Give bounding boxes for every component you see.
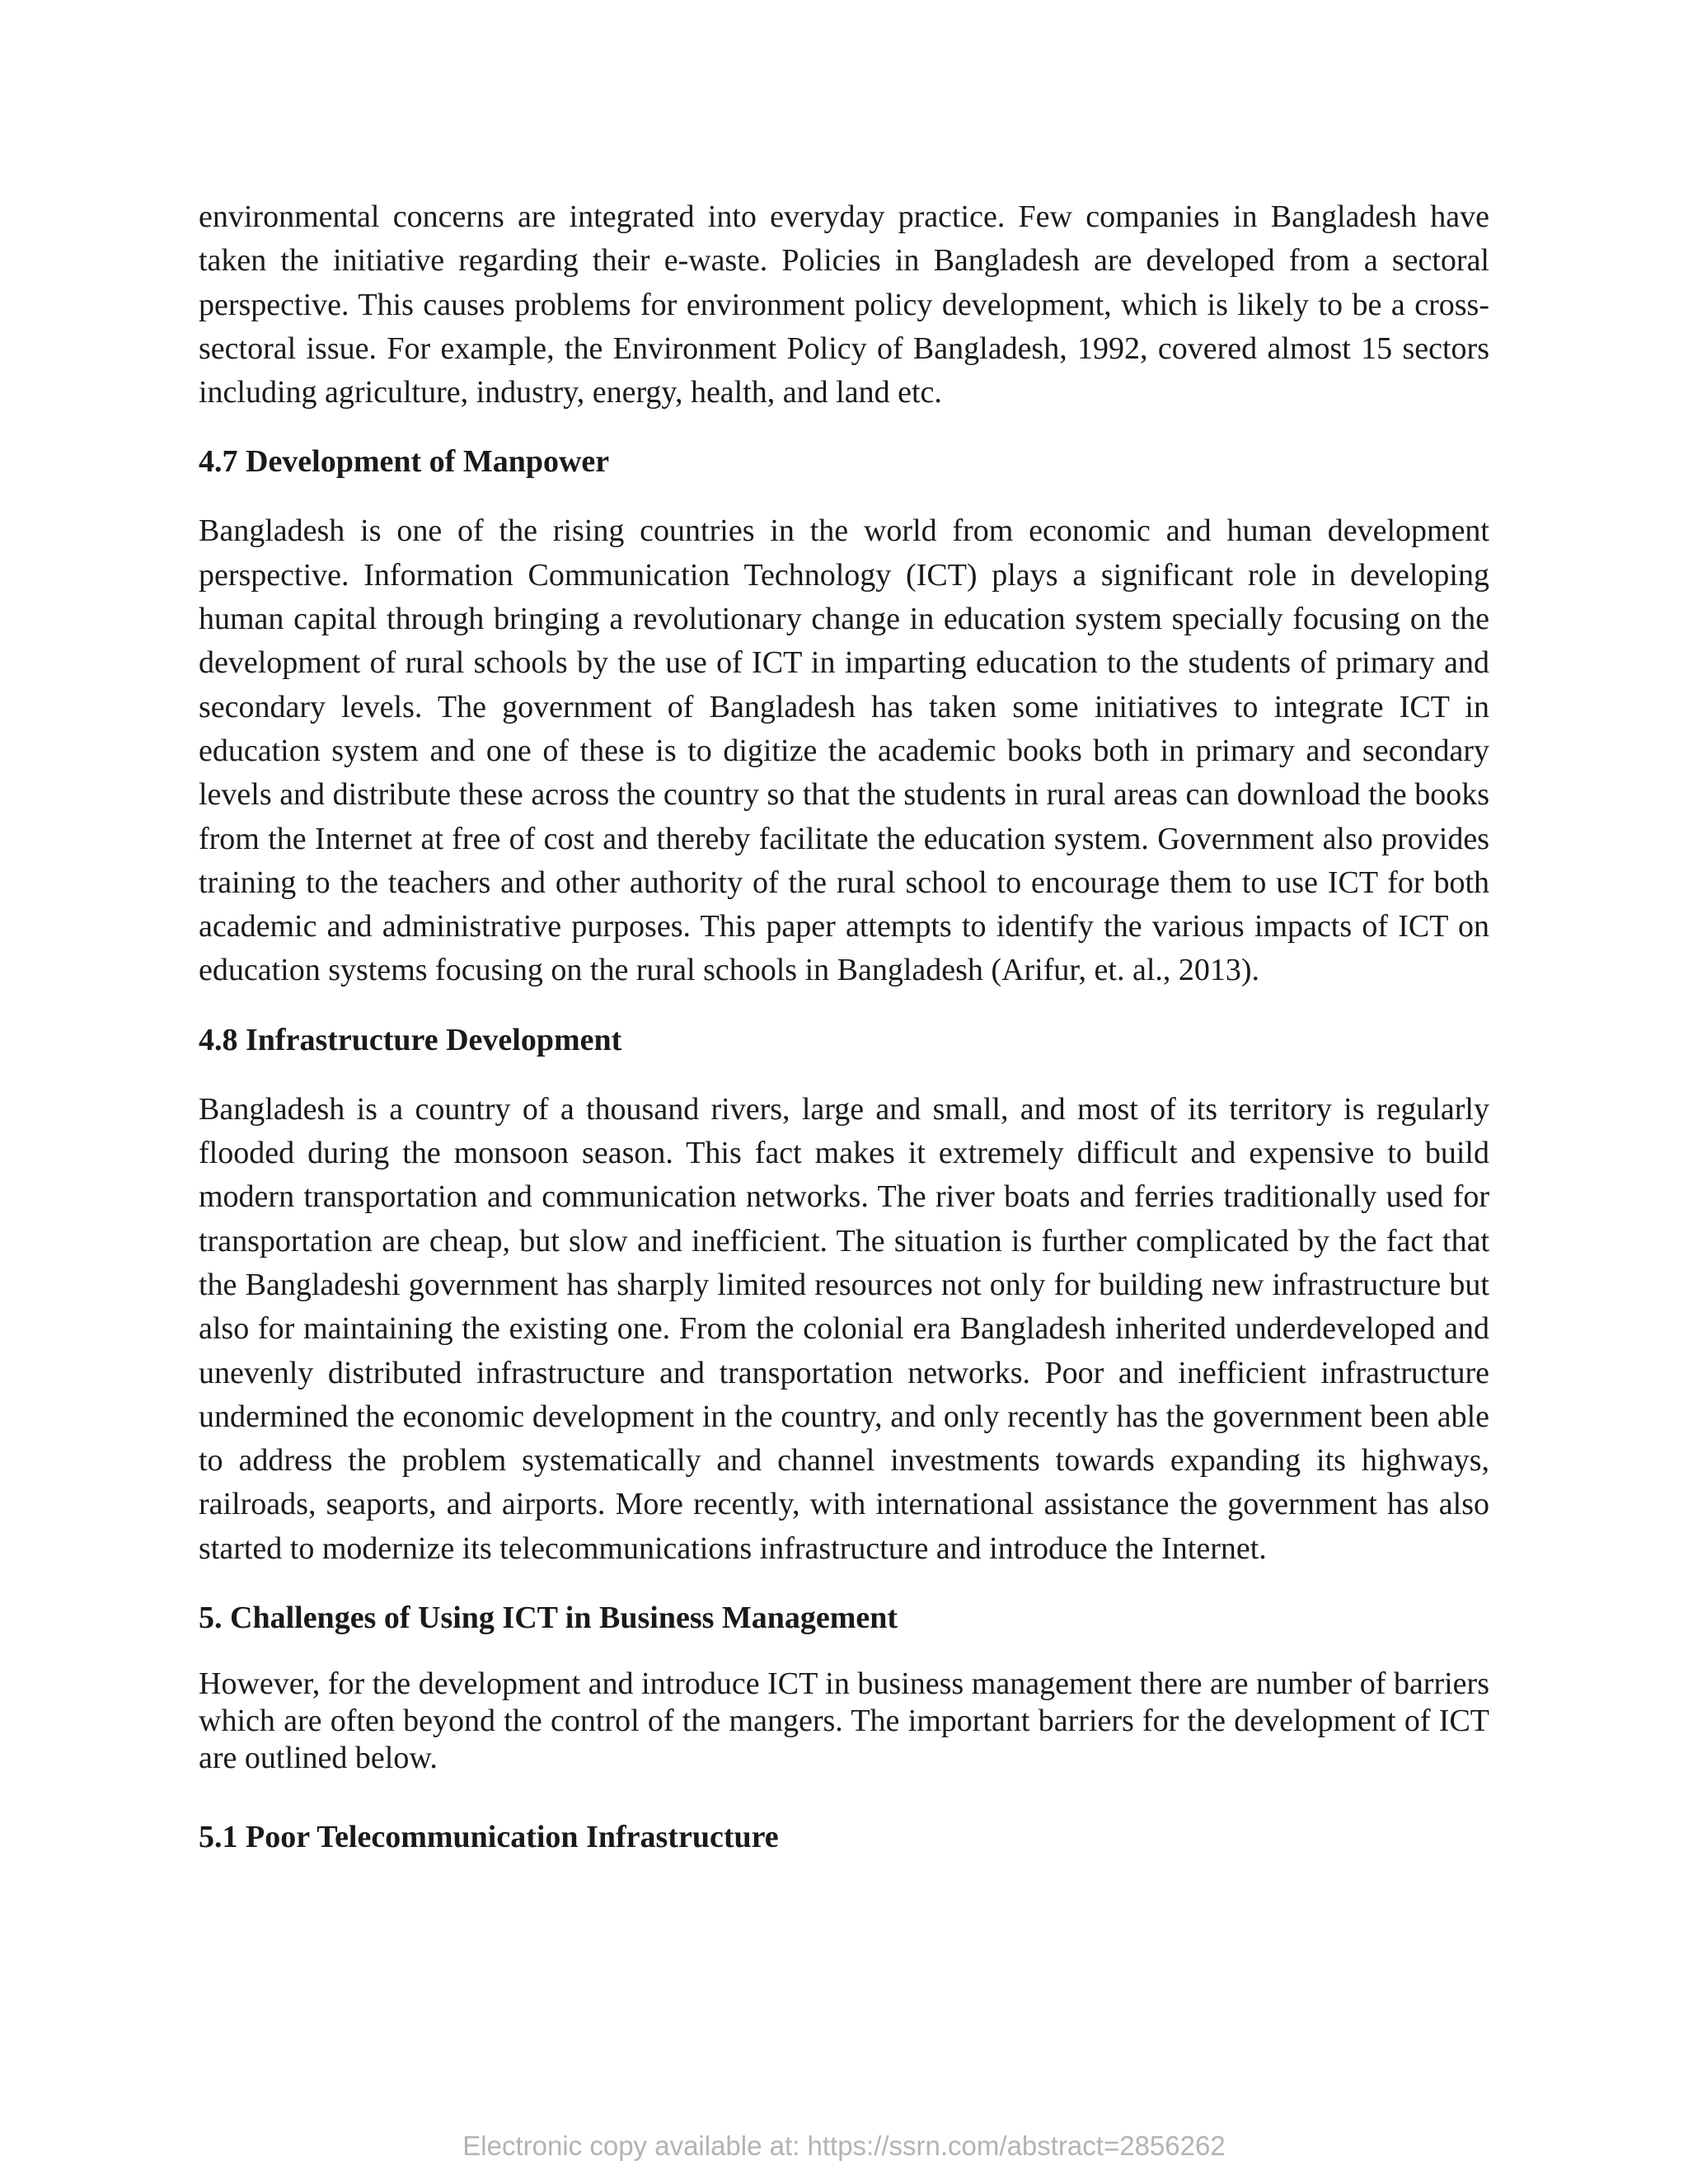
ssrn-footer-link[interactable]: Electronic copy available at: https://ssrn.com/abstract=2856262 <box>462 2130 1226 2161</box>
section-4-8-heading: 4.8 Infrastructure Development <box>199 1022 622 1057</box>
section-5-1-heading: 5.1 Poor Telecommunication Infrastructure <box>199 1820 779 1855</box>
section-4-8-paragraph: Bangladesh is a country of a thousand rivers, large and small, and most of its territory is regularly flooded during the monsoon season. This fact makes it extremely difficult and expensive to build modern transportation and communication networks. The river boats and ferries traditionally used for transportation are cheap, but slow and inefficient. The situation is further complicated by the fact that the Bangladeshi government has sharply limited resources not only for building new infrastructure but also for maintaining the existing one. From the colonial era Bangladesh inherited underdeveloped and unevenly distributed infrastructure and transportation networks. Poor and inefficient infrastructure undermined the economic development in the country, and only recently has the government been able to address the problem systematically and channel investments towards expanding its highways, railroads, seaports, and airports. More recently, with international assistance the government has also started to modernize its telecommunications infrastructure and introduce the Internet. <box>199 1091 1489 1566</box>
document-page <box>199 195 1489 1859</box>
section-4-7-heading: 4.7 Development of Manpower <box>199 444 610 480</box>
section-5-paragraph: However, for the development and introduce ICT in business management there are number of barriers which are often beyond the control of the mangers. The important barriers for the development of ICT are outlined below. <box>199 1666 1489 1776</box>
section-4-7-paragraph: Bangladesh is one of the rising countries in the world from economic and human development perspective. Information Communication Technology (ICT) plays a significant role in developing human capital through bringing a revolutionary change in education system specially focusing on the development of rural schools by the use of ICT in imparting education to the students of primary and secondary levels. The government of Bangladesh has taken some initiatives to integrate ICT in education system and one of these is to digitize the academic books both in primary and secondary levels and distribute these across the country so that the students in rural areas can download the books from the Internet at free of cost and thereby facilitate the education system. Government also provides training to the teachers and other authority of the rural school to encourage them to use ICT for both academic and administrative purposes. This paper attempts to identify the various impacts of ICT on education systems focusing on the rural schools in Bangladesh (Arifur, et. al., 2013). <box>199 513 1489 988</box>
intro-paragraph: environmental concerns are integrated into everyday practice. Few companies in Bangladesh have taken the initiative regarding their e-waste. Policies in Bangladesh are developed from a sectoral perspective. This causes problems for environment policy development, which is likely to be a cross-sectoral issue. For example, the Environment Policy of Bangladesh, 1992, covered almost 15 sectors including agriculture, industry, energy, health, and land etc. <box>199 199 1489 410</box>
section-5-heading: 5. Challenges of Using ICT in Business Management <box>199 1601 898 1636</box>
